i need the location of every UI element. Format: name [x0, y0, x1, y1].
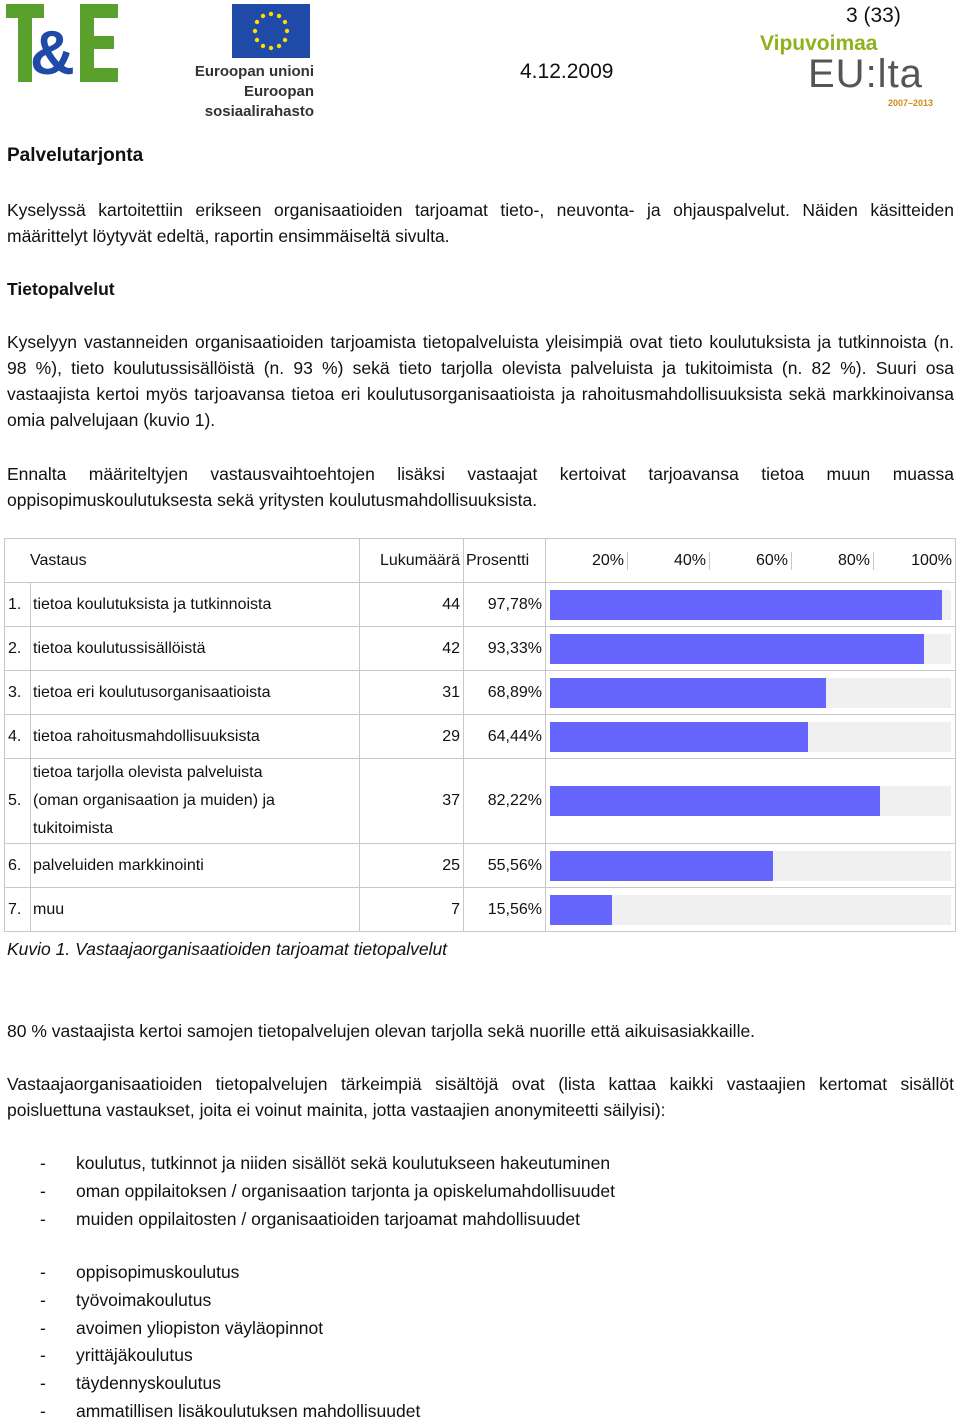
bar-cell: [546, 671, 956, 715]
row-number: 3.: [5, 671, 31, 715]
row-label: tietoa koulutussisällöistä: [31, 627, 360, 671]
bar-fill: [550, 786, 880, 816]
list-item: - avoimen yliopiston väyläopinnot: [40, 1315, 420, 1343]
eulta-years: 2007–2013: [888, 98, 934, 108]
bullet-list-1: [40, 1150, 615, 1233]
row-number: 5.: [5, 759, 31, 844]
tick-label: 20%: [546, 552, 628, 570]
vipuvoimaa-logo-text: Vipuvoimaa: [760, 32, 878, 55]
list-item: - työvoimakoulutus: [40, 1287, 420, 1315]
table-row: [5, 759, 956, 844]
row-label: tietoa rahoitusmahdollisuuksista: [31, 715, 360, 759]
list-item: - oppisopimuskoulutus: [40, 1259, 420, 1287]
row-label: tietoa koulutuksista ja tutkinnoista: [31, 583, 360, 627]
bar-fill: [550, 851, 773, 881]
eu-text-line2: Euroopan sosiaalirahasto: [204, 83, 314, 120]
row-number: 1.: [5, 583, 31, 627]
table-row: [5, 583, 956, 627]
row-count: 25: [360, 844, 464, 888]
bar-track: [550, 851, 951, 881]
bar-cell: [546, 844, 956, 888]
row-count: 7: [360, 888, 464, 932]
header-answer: [5, 539, 360, 583]
paragraph-target-groups: 80 % vastaajista kertoi samojen tietopalvelujen olevan tarjolla sekä nuorille että aikuisasiakkaille.: [7, 1021, 756, 1041]
row-count: 31: [360, 671, 464, 715]
section-title: Palvelutarjonta: [7, 145, 144, 166]
table-row: [5, 844, 956, 888]
header-scale: [546, 539, 956, 583]
page-number: 3 (33): [846, 4, 901, 27]
bar-track: [550, 634, 951, 664]
row-label: muu: [31, 888, 360, 932]
row-label-line: tukitoimista: [33, 820, 114, 837]
row-label: [31, 759, 360, 844]
subtitle-tietopalvelut: Tietopalvelut: [7, 279, 115, 299]
row-label-line: tietoa tarjolla olevista palveluista: [33, 764, 263, 781]
paragraph-contents: Vastaajaorganisaatioiden tietopalvelujen tärkeimpiä sisältöjä ovat (lista kattaa kaikki vastaajien kertomat sisällöt poisluettuna vastaukset, joita ei voinut mainita, jotta vastaajien anonymiteetti säilyisi):: [7, 1074, 954, 1120]
bar-track: [550, 786, 951, 816]
row-number: 6.: [5, 844, 31, 888]
list-item: - yrittäjäkoulutus: [40, 1342, 420, 1370]
eu-text: [134, 62, 314, 122]
row-percent: 55,56%: [464, 844, 546, 888]
row-number: 7.: [5, 888, 31, 932]
tick-label: 60%: [710, 552, 792, 570]
bar-fill: [550, 722, 808, 752]
bar-fill: [550, 895, 612, 925]
list-item: - koulutus, tutkinnot ja niiden sisällöt sekä koulutukseen hakeutuminen: [40, 1150, 615, 1178]
bullet-list-2: [40, 1259, 420, 1426]
figure-caption: Kuvio 1. Vastaajaorganisaatioiden tarjoamat tietopalvelut: [7, 939, 448, 959]
svg-text:&: &: [30, 19, 75, 82]
list-item: - täydennyskoulutus: [40, 1370, 420, 1398]
list-item: - ammatillisen lisäkoulutuksen mahdollisuudet: [40, 1398, 420, 1426]
table-row: [5, 671, 956, 715]
header-count: Lukumäärä: [360, 539, 464, 583]
bar-cell: [546, 627, 956, 671]
table-row: [5, 888, 956, 932]
paragraph-additional: Ennalta määriteltyjen vastausvaihtoehtojen lisäksi vastaajat kertoivat tarjoavansa tietoa muun muassa oppisopimuskoulutuksesta sekä yritysten koulutusmahdollisuuksista.: [7, 464, 954, 510]
tick-label: 40%: [628, 552, 710, 570]
row-count: 37: [360, 759, 464, 844]
row-count: 44: [360, 583, 464, 627]
table-row: [5, 627, 956, 671]
tick-label: 80%: [792, 552, 874, 570]
answers-chart-table: [4, 538, 956, 932]
row-percent: 97,78%: [464, 583, 546, 627]
eu-flag-icon: [232, 4, 310, 58]
table-header-row: [5, 539, 956, 583]
scale-ticks: [546, 552, 955, 570]
paragraph-intro: Kyselyssä kartoitettiin erikseen organisaatioiden tarjoamat tieto-, neuvonta- ja ohjauspalvelut. Näiden käsitteiden määrittelyt löytyvät edeltä, raportin ensimmäiseltä sivulta.: [7, 200, 954, 246]
row-percent: 68,89%: [464, 671, 546, 715]
bar-track: [550, 895, 951, 925]
document-date: 4.12.2009: [520, 60, 614, 83]
row-label: tietoa eri koulutusorganisaatioista: [31, 671, 360, 715]
list-item: - muiden oppilaitosten / organisaatioiden tarjoamat mahdollisuudet: [40, 1206, 615, 1234]
row-percent: 93,33%: [464, 627, 546, 671]
tick-label: 100%: [911, 551, 952, 569]
bar-track: [550, 722, 951, 752]
paragraph-tietopalvelut: Kyselyyn vastanneiden organisaatioiden tarjoamista tietopalveluista yleisimpiä ovat tieto koulutuksista ja tutkinnoista (n. 98 %), tieto koulutussisällöistä (n. 93 %) sekä tieto tarjolla olevista palveluista ja tukitoimista (n. 82 %). Suuri osa vastaajista kertoi myös tarjoavansa tietoa eri koulutusorganisaatioista ja rahoitusmahdollisuuksista sekä markkinoivansa omia palvelujaan (kuvio 1).: [7, 332, 954, 430]
bar-track: [550, 678, 951, 708]
bar-cell: [546, 888, 956, 932]
bar-cell: [546, 759, 956, 844]
row-number: 4.: [5, 715, 31, 759]
header-percent: Prosentti: [464, 539, 546, 583]
row-percent: 64,44%: [464, 715, 546, 759]
eu-text-line1: Euroopan unioni: [194, 63, 314, 80]
row-percent: 82,22%: [464, 759, 546, 844]
row-percent: 15,56%: [464, 888, 546, 932]
bar-fill: [550, 590, 942, 620]
table-row: [5, 715, 956, 759]
row-number: 2.: [5, 627, 31, 671]
row-count: 29: [360, 715, 464, 759]
row-label-line: (oman organisaation ja muiden) ja: [33, 792, 275, 809]
bar-fill: [550, 678, 826, 708]
header-answer-label: Vastaus: [30, 551, 87, 569]
bar-track: [550, 590, 951, 620]
bar-cell: [546, 583, 956, 627]
row-count: 42: [360, 627, 464, 671]
row-label: palveluiden markkinointi: [31, 844, 360, 888]
list-item: - oman oppilaitoksen / organisaation tarjonta ja opiskelumahdollisuudet: [40, 1178, 615, 1206]
bar-cell: [546, 715, 956, 759]
eulta-logo-text: EU:lta: [808, 52, 923, 96]
bar-fill: [550, 634, 924, 664]
te-logo: [6, 4, 118, 82]
